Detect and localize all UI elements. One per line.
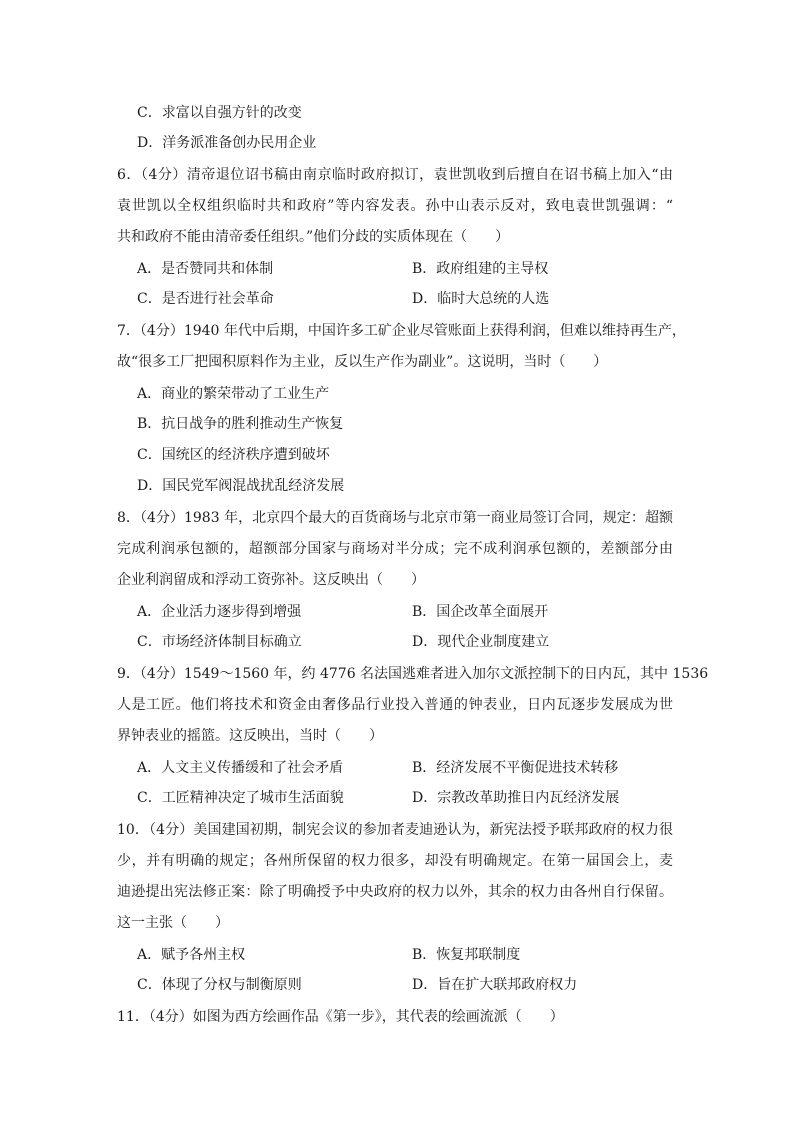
q9-option-c: C．工匠精神决定了城市生活面貌 [137,790,344,806]
q6-option-a: A．是否赞同共和体制 [137,261,274,277]
q8-option-b: B．国企改革全面展开 [412,604,549,620]
q10-option-b: B．恢复邦联制度 [412,947,521,963]
q6-stem-line-2: 袁世凯以全权组织临时共和政府”等内容发表。孙中山表示反对，致电袁世凯强调：“ [117,198,673,214]
q6-option-c: C．是否进行社会革命 [137,291,274,307]
q8-stem-line-2: 完成利润承包额的，超额部分国家与商场对半分成；完不成利润承包额的，差额部分由 [117,541,673,557]
q7-stem-line-1: 7．（4分）1940 年代中后期，中国许多工矿企业尽管账面上获得利润，但难以维持再生产， [117,323,686,339]
q5-option-c: C．求富以自强方针的改变 [137,105,302,121]
q8-stem-line-1: 8．（4分）1983 年，北京四个最大的百货商场与北京市第一商业局签订合同，规定：超额 [117,510,673,526]
q7-option-c: C．国统区的经济秩序遭到破坏 [137,447,330,463]
q6-option-d: D．临时大总统的人选 [412,291,550,307]
q6-stem-line-1: 6．（4分）清帝退位诏书稿由南京临时政府拟订，袁世凯收到后擅自在诏书稿上加入“由 [117,167,673,183]
q7-stem-line-2: 故“很多工厂把囤积原料作为主业，反以生产作为副业”。这说明，当时（ ） [117,354,608,370]
q8-stem-line-3: 企业利润留成和浮动工资弥补。这反映出（ ） [117,572,425,588]
q10-option-d: D．旨在扩大联邦政府权力 [412,977,578,993]
q8-option-a: A．企业活力逐步得到增强 [137,604,302,620]
q10-stem-line-1: 10．（4分）美国建国初期，制宪会议的参加者麦迪逊认为，新宪法授予联邦政府的权力很 [117,822,673,838]
q8-option-c: C．市场经济体制目标确立 [137,634,302,650]
q10-option-c: C．体现了分权与制衡原则 [137,977,302,993]
q9-option-a: A．人文主义传播缓和了社会矛盾 [137,760,344,776]
q7-option-a: A．商业的繁荣带动了工业生产 [137,386,330,402]
q8-option-d: D．现代企业制度建立 [412,634,550,650]
q10-stem-line-3: 迪逊提出宪法修正案：除了明确授予中央政府的权力以外，其余的权力由各州自行保留。 [117,884,673,900]
q7-option-d: D．国民党军阀混战扰乱经济发展 [137,478,345,494]
q9-option-b: B．经济发展不平衡促进技术转移 [412,760,619,776]
q9-stem-line-2: 人是工匠。他们将技术和资金由奢侈品行业投入普通的钟表业，日内瓦逐步发展成为世 [117,697,673,713]
q9-stem-line-3: 界钟表业的摇篮。这反映出，当时（ ） [117,728,383,744]
q9-stem-line-1: 9．（4分）1549～1560 年，约 4776 名法国逃难者进入加尔文派控制下的日内瓦，其中 1536 [117,666,709,682]
q6-stem-line-3: 共和政府不能由清帝委任组织。”他们分歧的实质体现在（ ） [117,229,510,245]
q7-option-b: B．抗日战争的胜利推动生产恢复 [137,416,344,432]
q5-option-d: D．洋务派准备创办民用企业 [137,135,317,151]
q10-stem-line-2: 少，并有明确的规定；各州所保留的权力很多，却没有明确规定。在第一届国会上，麦 [117,853,673,869]
q9-option-d: D．宗教改革助推日内瓦经济发展 [412,790,620,806]
q11-stem-line-1: 11．（4分）如图为西方绘画作品《第一步》，其代表的绘画流派（ ） [117,1009,564,1025]
q6-option-b: B．政府组建的主导权 [412,261,549,277]
q10-stem-line-4: 这一主张（ ） [117,915,229,931]
q10-option-a: A．赋予各州主权 [137,947,246,963]
